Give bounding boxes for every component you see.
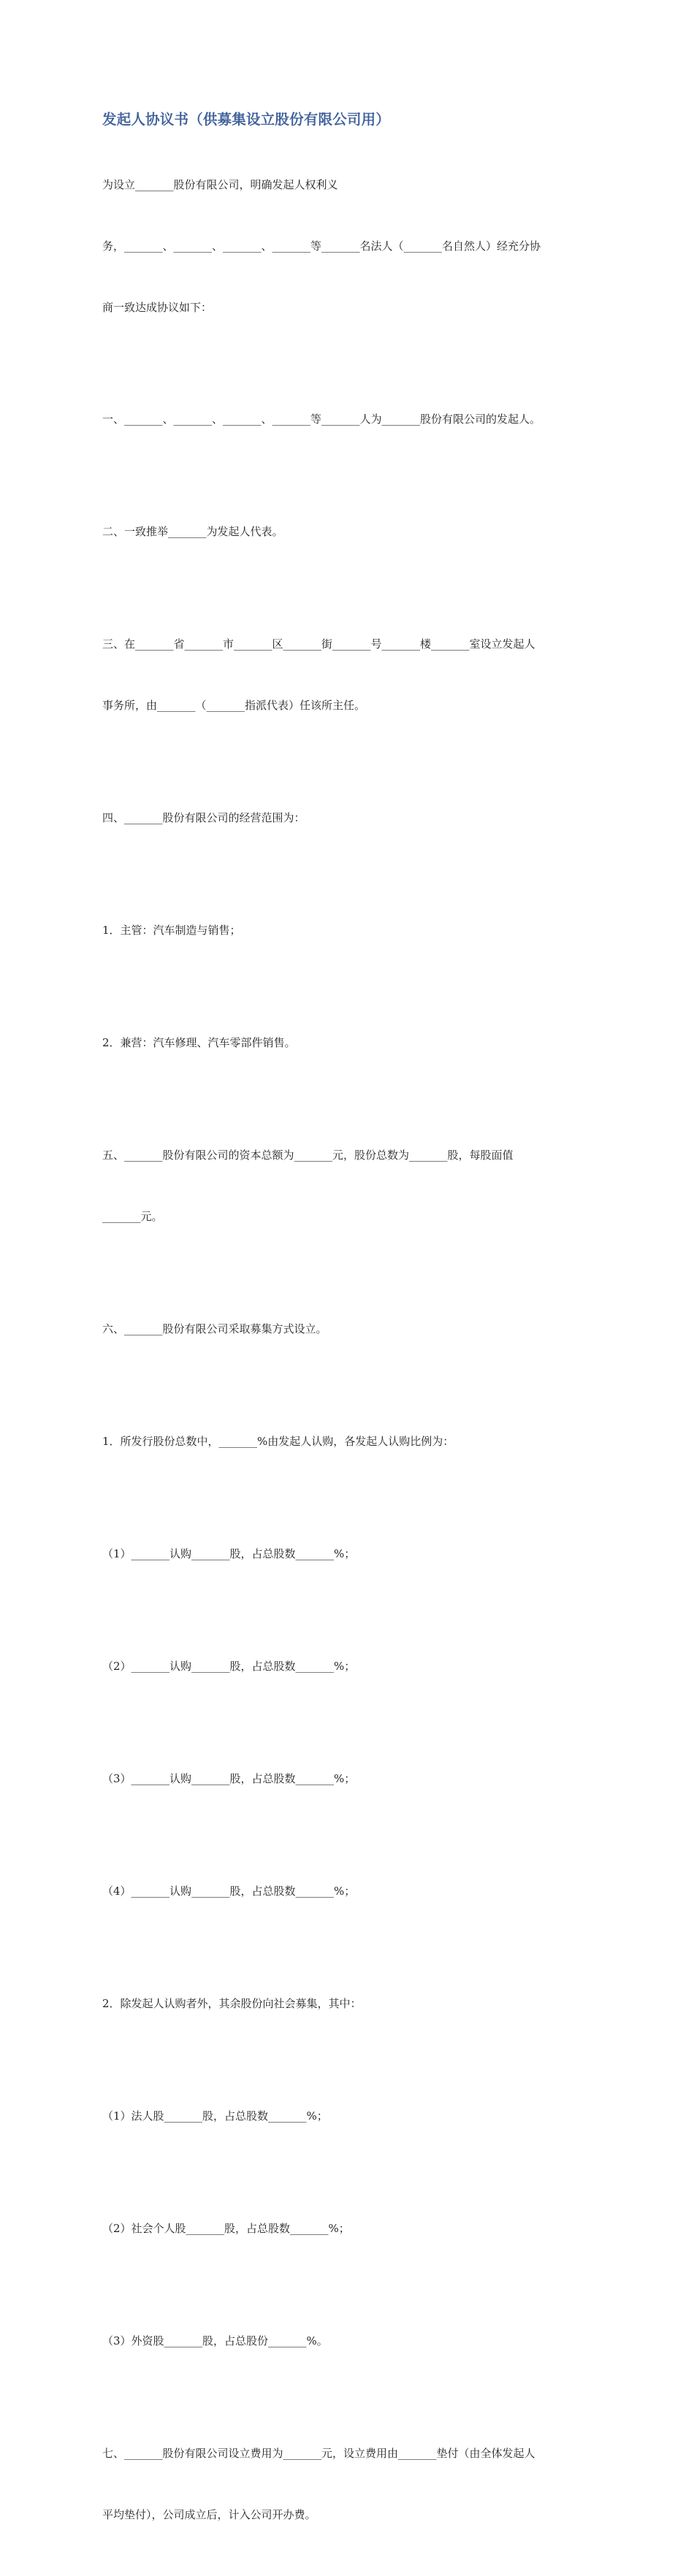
paragraph-line: 为设立_______股份有限公司，明确发起人权利义 [102, 178, 338, 191]
paragraph-line: 1．所发行股份总数中，_______%由发起人认购，各发起人认购比例为： [102, 1435, 454, 1448]
offering-item [102, 2065, 592, 2167]
paragraph-line: （3）外资股_______股，占总股份_______%。 [102, 2334, 328, 2347]
paragraph-line: 2．兼营：汽车修理、汽车零部件销售。 [102, 1036, 296, 1049]
subscription-item [102, 1728, 592, 1830]
scope-item-secondary [102, 992, 592, 1094]
scope-item-main [102, 879, 592, 981]
paragraph-line: 2．除发起人认购者外，其余股份向社会募集，其中： [102, 1997, 362, 2010]
paragraph-line: （3）_______认购_______股，占总股数_______%； [102, 1772, 356, 1785]
subscription-item [102, 1840, 592, 1942]
document-page [102, 110, 592, 2576]
subscription-item [102, 1503, 592, 1605]
paragraph-line: 务，_______、_______、_______、_______等_______名法人（_______名自然人）经充分协 [102, 239, 541, 253]
clause-1-founders [102, 368, 592, 470]
paragraph-line: 七、_______股份有限公司设立费用为_______元，设立费用由_______垫付（由全体发起人 [102, 2447, 535, 2460]
clause-6-establishment [102, 1278, 592, 1380]
clause-3-office [102, 593, 592, 756]
clause-2-representative [102, 480, 592, 583]
offering-item [102, 2177, 592, 2280]
paragraph-line: 二、一致推举_______为发起人代表。 [102, 525, 283, 538]
document-title: 发起人协议书（供募集设立股份有限公司用） [102, 111, 391, 128]
paragraph-line: _______元。 [102, 1210, 163, 1223]
paragraph-line: 商一致达成协议如下： [102, 301, 213, 314]
paragraph-line: 五、_______股份有限公司的资本总额为_______元，股份总数为_______股，每股面值 [102, 1149, 514, 1162]
clause-7-expenses [102, 2402, 592, 2566]
public-offering [102, 1952, 592, 2055]
paragraph-line: 六、_______股份有限公司采取募集方式设立。 [102, 1322, 327, 1335]
paragraph-line: （1）法人股_______股，占总股数_______%； [102, 2109, 328, 2123]
paragraph-line: 平均垫付），公司成立后，计入公司开办费。 [102, 2508, 316, 2521]
paragraph-line: 1．主管：汽车制造与销售； [102, 924, 241, 937]
paragraph-line: 事务所，由_______（_______指派代表）任该所主任。 [102, 699, 366, 712]
paragraph-line: （2）_______认购_______股，占总股数_______%； [102, 1660, 356, 1673]
clause-5-capital [102, 1104, 592, 1268]
paragraph-line: 三、在_______省_______市_______区_______街_______号_______楼_______室设立发起人 [102, 637, 535, 651]
paragraph-line: （1）_______认购_______股，占总股数_______%； [102, 1547, 356, 1560]
paragraph-intro [102, 134, 592, 359]
paragraph-line: 四、_______股份有限公司的经营范围为： [102, 811, 305, 824]
offering-item [102, 2290, 592, 2392]
clause-4-business-scope [102, 767, 592, 869]
paragraph-line: （2）社会个人股_______股，占总股数_______%； [102, 2222, 350, 2235]
paragraph-line: 一、_______、_______、_______、_______等_______人为_______股份有限公司的发起人。 [102, 413, 541, 426]
paragraph-line: （4）_______认购_______股，占总股数_______%； [102, 1885, 356, 1898]
subscription-founders [102, 1390, 592, 1492]
subscription-item [102, 1615, 592, 1717]
